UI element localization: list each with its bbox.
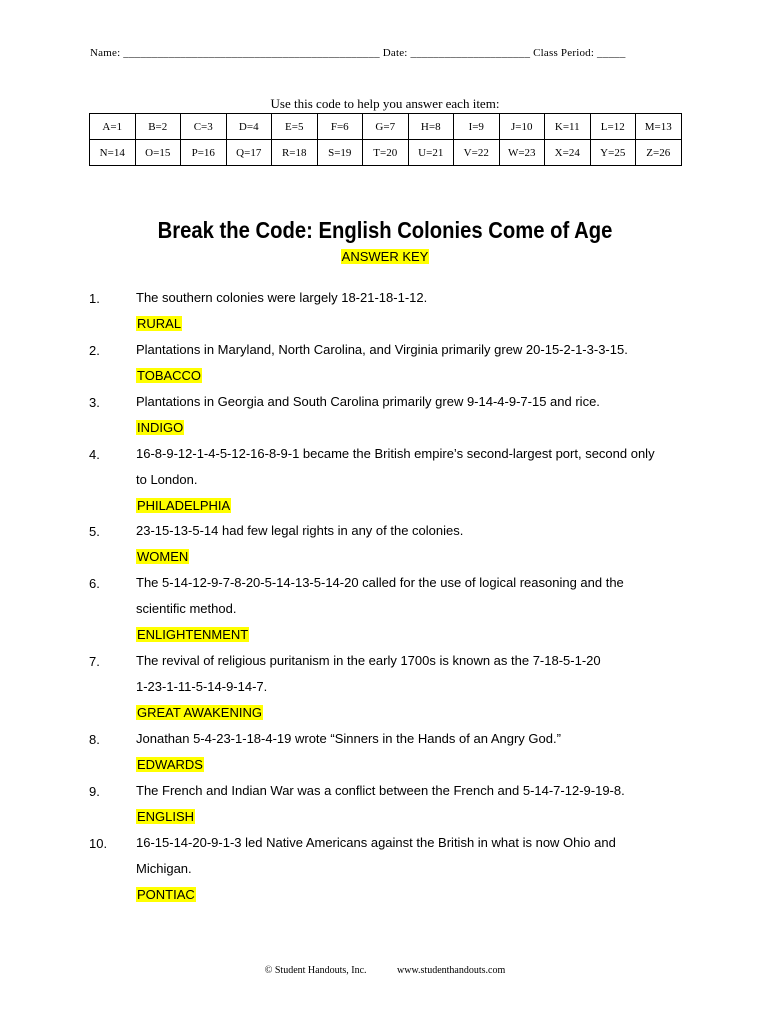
code-cell: I=9 [454, 114, 500, 140]
code-row [90, 140, 682, 166]
answer-text: GREAT AWAKENING [137, 705, 262, 720]
question-line: 23-15-13-5-14 had few legal rights in any of the colonies. [136, 523, 464, 538]
question-line: The French and Indian War was a conflict between the French and 5-14-7-12-9-19-8. [136, 783, 625, 798]
question-text [136, 648, 681, 700]
code-cell: P=16 [181, 140, 227, 166]
question-line: Michigan. [136, 861, 192, 876]
question-text [136, 570, 681, 622]
question-number: 9. [89, 784, 100, 799]
question-text [136, 441, 681, 493]
question-line: 1-23-1-11-5-14-9-14-7. [136, 679, 268, 694]
question-line: 16-8-9-12-1-4-5-12-16-8-9-1 became the British empire’s second-largest port, second only [136, 446, 655, 461]
code-cell: F=6 [317, 114, 363, 140]
question-number: 10. [89, 836, 108, 851]
question-line: 16-15-14-20-9-1-3 led Native Americans against the British in what is now Ohio and [136, 835, 616, 850]
answer-text: INDIGO [137, 420, 184, 435]
code-cell: O=15 [135, 140, 181, 166]
code-cell: L=12 [590, 114, 636, 140]
answer-text: ENGLISH [137, 809, 195, 824]
question-number: 3. [89, 395, 100, 410]
footer-copyright: © Student Handouts, Inc. [264, 965, 367, 976]
question-number: 6. [89, 576, 100, 591]
question-line: The 5-14-12-9-7-8-20-5-14-13-5-14-20 called for the use of logical reasoning and the [136, 575, 624, 590]
answer-text: ENLIGHTENMENT [137, 627, 249, 642]
question-number: 5. [89, 524, 100, 539]
page-title: Break the Code: English Colonies Come of Age [157, 217, 613, 243]
question-line: to London. [136, 472, 198, 487]
question-line: Plantations in Georgia and South Carolina primarily grew 9-14-4-9-7-15 and rice. [136, 394, 600, 409]
code-caption: Use this code to help you answer each item: [270, 96, 500, 111]
question-text [136, 285, 681, 311]
code-cell: J=10 [499, 114, 545, 140]
code-cell: U=21 [408, 140, 454, 166]
answer-text: EDWARDS [137, 757, 203, 772]
code-cell: X=24 [545, 140, 591, 166]
question-number: 4. [89, 447, 100, 462]
question-text [136, 389, 681, 415]
code-cell: H=8 [408, 114, 454, 140]
code-cell: T=20 [363, 140, 409, 166]
answer-text: WOMEN [137, 549, 189, 564]
question-number: 1. [89, 291, 100, 306]
question-number: 7. [89, 654, 100, 669]
answer-text: TOBACCO [137, 368, 202, 383]
answer-text: PONTIAC [137, 887, 195, 902]
subtitle-container [0, 248, 770, 266]
question-text [136, 726, 681, 752]
question-number: 2. [89, 343, 100, 358]
code-cell: S=19 [317, 140, 363, 166]
code-cell: W=23 [499, 140, 545, 166]
code-cell: Y=25 [590, 140, 636, 166]
code-cell: C=3 [181, 114, 227, 140]
question-text [136, 778, 681, 804]
code-table [89, 113, 682, 166]
question-line: Plantations in Maryland, North Carolina, and Virginia primarily grew 20-15-2-1-3-3-15. [136, 342, 628, 357]
question-line: Jonathan 5-4-23-1-18-4-19 wrote “Sinners in the Hands of an Angry God.” [136, 731, 561, 746]
header-fields-line: Name: _____________________________________________ Date: _____________________ Class Period: _____ [90, 47, 626, 59]
question-line: scientific method. [136, 601, 237, 616]
code-cell: A=1 [90, 114, 136, 140]
answer-key-label: ANSWER KEY [341, 249, 429, 264]
question-text [136, 830, 681, 882]
question-text [136, 518, 681, 544]
code-cell: K=11 [545, 114, 591, 140]
code-cell: B=2 [135, 114, 181, 140]
code-cell: E=5 [272, 114, 318, 140]
answer-text: RURAL [137, 316, 182, 331]
question-text [136, 337, 681, 363]
code-row [90, 114, 682, 140]
code-cell: Q=17 [226, 140, 272, 166]
code-cell: M=13 [636, 114, 682, 140]
question-number: 8. [89, 732, 100, 747]
code-cell: V=22 [454, 140, 500, 166]
question-line: The revival of religious puritanism in the early 1700s is known as the 7-18-5-1-20 [136, 653, 601, 668]
footer-website: www.studenthandouts.com [397, 965, 506, 976]
code-cell: N=14 [90, 140, 136, 166]
footer [0, 965, 770, 976]
code-cell: D=4 [226, 114, 272, 140]
code-cell: R=18 [272, 140, 318, 166]
answer-text: PHILADELPHIA [137, 498, 231, 513]
question-line: The southern colonies were largely 18-21-18-1-12. [136, 290, 428, 305]
code-cell: G=7 [363, 114, 409, 140]
code-cell: Z=26 [636, 140, 682, 166]
